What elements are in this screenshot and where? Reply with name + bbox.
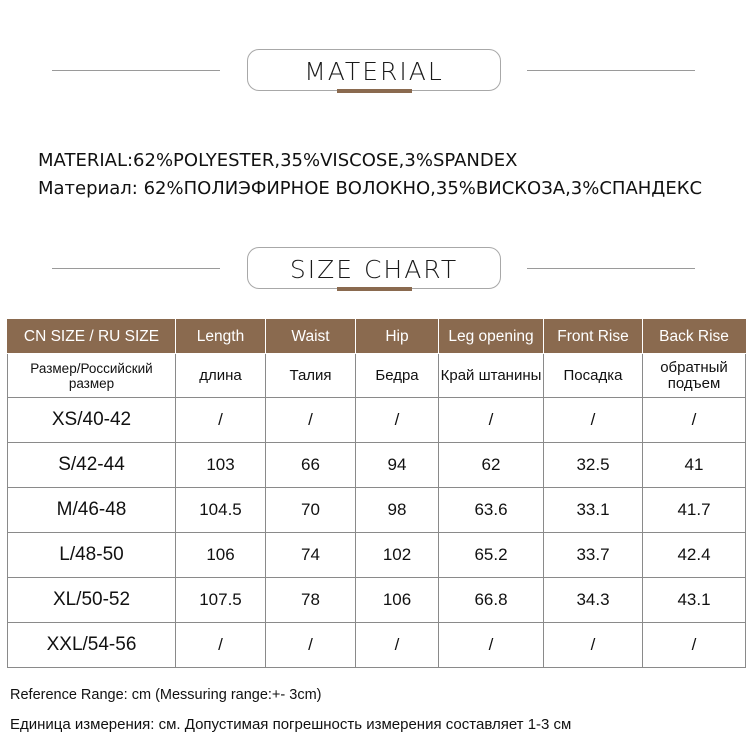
divider-line [527, 70, 695, 71]
section-title: MATERIAL [304, 57, 444, 86]
table-cell: 103 [176, 443, 266, 488]
table-cell: 94 [356, 443, 439, 488]
title-accent-bar [337, 89, 412, 93]
table-cell: 70 [266, 488, 356, 533]
table-cell: 98 [356, 488, 439, 533]
table-row [8, 533, 746, 578]
table-row [8, 398, 746, 443]
header-cell-russian: Размер/Российский размер [8, 354, 176, 398]
table-cell: 63.6 [439, 488, 544, 533]
table-row [8, 623, 746, 668]
table-cell: 32.5 [544, 443, 643, 488]
table-cell: 41.7 [643, 488, 746, 533]
table-header-row [8, 320, 746, 354]
size-chart-table [7, 319, 746, 668]
size-cell: L/48-50 [8, 533, 176, 578]
table-cell: / [439, 398, 544, 443]
header-cell: Length [176, 320, 266, 354]
table-cell: 106 [356, 578, 439, 623]
table-row [8, 443, 746, 488]
size-chart-section-header [0, 247, 750, 293]
table-cell: 78 [266, 578, 356, 623]
header-cell-russian: Талия [266, 354, 356, 398]
material-section-header [0, 49, 750, 95]
table-cell: / [544, 398, 643, 443]
title-accent-bar [337, 287, 412, 291]
table-cell: / [643, 398, 746, 443]
divider-line [52, 70, 220, 71]
table-cell: / [439, 623, 544, 668]
size-cell: XL/50-52 [8, 578, 176, 623]
section-title: SIZE CHART [289, 255, 459, 284]
table-header-row-russian [8, 354, 746, 398]
table-cell: 106 [176, 533, 266, 578]
header-cell-russian: Посадка [544, 354, 643, 398]
size-cell: S/42-44 [8, 443, 176, 488]
table-cell: 42.4 [643, 533, 746, 578]
header-cell: CN SIZE / RU SIZE [8, 320, 176, 354]
table-cell: / [266, 398, 356, 443]
table-row [8, 578, 746, 623]
header-cell: Back Rise [643, 320, 746, 354]
table-cell: 41 [643, 443, 746, 488]
size-cell: XXL/54-56 [8, 623, 176, 668]
table-cell: 66.8 [439, 578, 544, 623]
table-cell: / [643, 623, 746, 668]
table-cell: 65.2 [439, 533, 544, 578]
table-cell: 43.1 [643, 578, 746, 623]
header-cell: Hip [356, 320, 439, 354]
header-cell: Waist [266, 320, 356, 354]
table-cell: 34.3 [544, 578, 643, 623]
size-cell: XS/40-42 [8, 398, 176, 443]
section-title-box [247, 49, 501, 91]
section-title-box [247, 247, 501, 289]
divider-line [52, 268, 220, 269]
table-cell: / [266, 623, 356, 668]
reference-range-note: Reference Range: cm (Messuring range:+- 3cm) [10, 687, 322, 703]
table-cell: / [176, 398, 266, 443]
table-cell: 66 [266, 443, 356, 488]
header-cell: Front Rise [544, 320, 643, 354]
material-english: MATERIAL:62%POLYESTER,35%VISCOSE,3%SPANDEX [38, 150, 518, 171]
divider-line [527, 268, 695, 269]
table-cell: 33.7 [544, 533, 643, 578]
header-cell: Leg opening [439, 320, 544, 354]
table-cell: / [176, 623, 266, 668]
table-cell: / [544, 623, 643, 668]
material-russian: Материал: 62%ПОЛИЭФИРНОЕ ВОЛОКНО,35%ВИСКОЗА,3%СПАНДЕКС [38, 178, 703, 199]
header-cell-russian: Край штанины [439, 354, 544, 398]
table-row [8, 488, 746, 533]
header-cell-russian: обратный подъем [643, 354, 746, 398]
size-cell: M/46-48 [8, 488, 176, 533]
reference-range-note-russian: Единица измерения: см. Допустимая погрешность измерения составляет 1-3 см [10, 716, 572, 733]
table-cell: / [356, 623, 439, 668]
header-cell-russian: длина [176, 354, 266, 398]
table-cell: 74 [266, 533, 356, 578]
table-cell: 104.5 [176, 488, 266, 533]
table-cell: 107.5 [176, 578, 266, 623]
table-cell: 33.1 [544, 488, 643, 533]
table-cell: / [356, 398, 439, 443]
header-cell-russian: Бедра [356, 354, 439, 398]
table-cell: 62 [439, 443, 544, 488]
table-cell: 102 [356, 533, 439, 578]
